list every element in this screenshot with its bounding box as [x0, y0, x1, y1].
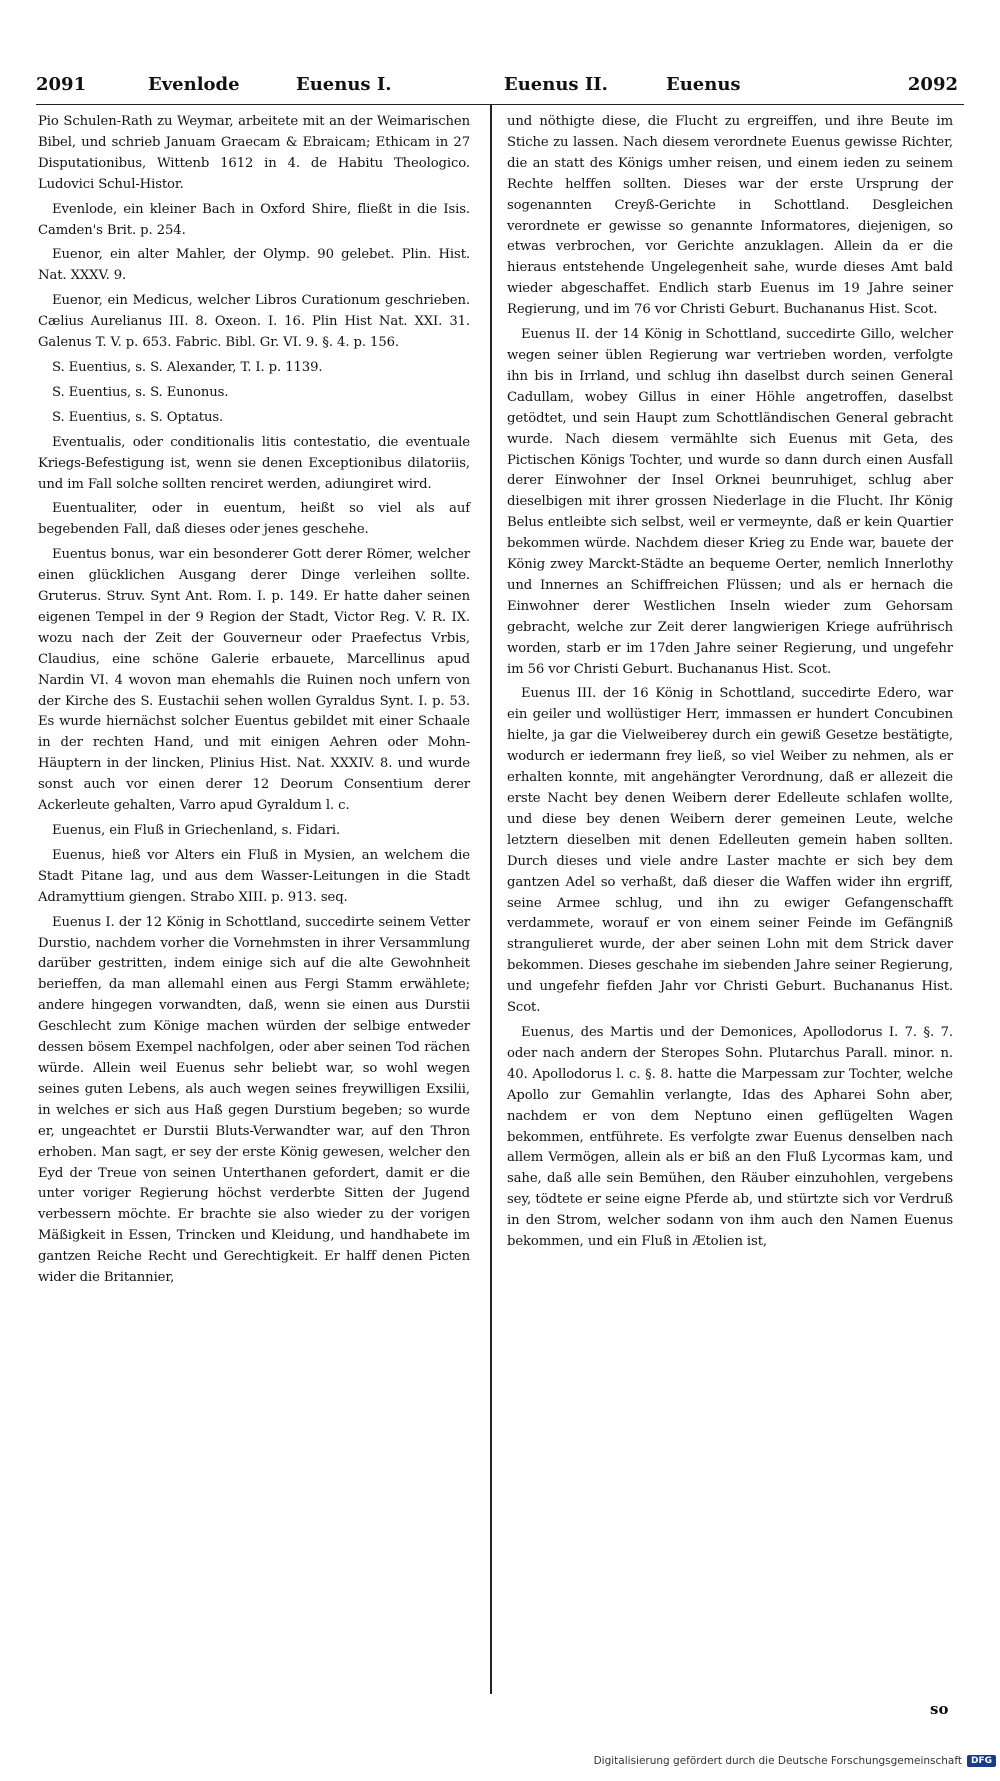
right-page-number: 2092	[907, 74, 958, 95]
running-header	[36, 66, 958, 102]
left-page-number: 2091	[36, 74, 87, 95]
entry-paragraph: Euenor, ein Medicus, welcher Libros Curationum geschrieben. Cælius Aurelianus III. 8. Oxeon. I. 16. Plin Hist Nat. XXI. 31. Galenus T. V. p. 653. Fabric. Bibl. Gr. VI. 9. §. 4. p. 156.	[38, 293, 470, 351]
left-center-heading: Euenus I.	[296, 74, 392, 95]
right-column	[507, 112, 953, 1253]
entry-paragraph: S. Euentius, s. S. Optatus.	[52, 409, 224, 425]
right-catchword: Euenus	[666, 74, 741, 95]
dfg-logo: DFG	[967, 1755, 996, 1767]
entry-paragraph: Euentualiter, oder in euentum, heißt so viel als auf begebenden Fall, daß dieses oder jenes geschehe.	[38, 501, 470, 538]
entry-paragraph: Evenlode, ein kleiner Bach in Oxford Shire, fließt in die Isis. Camden's Brit. p. 254.	[38, 201, 470, 238]
entry-paragraph: S. Euentius, s. S. Alexander, T. I. p. 1139.	[52, 359, 323, 375]
entry-paragraph: Euenus, hieß vor Alters ein Fluß in Mysien, an welchem die Stadt Pitane lag, und aus dem Wasser-Leitungen in die Stadt Adramyttium giengen. Strabo XIII. p. 913. seq.	[38, 847, 470, 905]
entry-paragraph: Pio Schulen-Rath zu Weymar, arbeitete mit an der Weimarischen Bibel, und schrieb Januam Graecam & Ebraicam; Ethicam in 27 Disputationibus, Wittenb 1612 in 4. de Habitu Theologico. Ludovici Schul-Histor.	[38, 114, 470, 192]
entry-paragraph: Euenus, des Martis und der Demonices, Apollodorus I. 7. §. 7. oder nach andern der Steropes Sohn. Plutarchus Parall. minor. n. 40. Apollodorus l. c. §. 8. hatte die Marpessam zur Tochter, welche Apollo zur Gemahlin verlangte, Idas des Apharei Sohn aber, nachdem er von dem Neptuno einen geflügelten Wagen bekommen, entführete. Es verfolgte zwar Euenus denselben nach allem Vermögen, allein als er biß an den Fluß Lycormas kam, und sahe, daß alle sein Bemühen, den Räuber einzuhohlen, vergebens sey, tödtete er seine eigne Pferde ab, und stürtzte sich vor Verdruß in den Strom, welcher sodann von ihm auch den Namen Euenus bekommen, und ein Fluß in Ætolien ist,	[507, 1024, 953, 1250]
entry-paragraph: Euenus, ein Fluß in Griechenland, s. Fidari.	[52, 823, 341, 838]
entry-paragraph: Euenus III. der 16 König in Schottland, succedirte Edero, war ein geiler und wollüstiger Herr, immassen er hundert Concubinen hielte, ja gar die Vielweiberey durch ein gewiß Gesetze bestätigte, wodurch er iedermann frey ließ, so viel Weiber zu nehmen, als er erhalten konnte, mit angehängter Verordnung, daß er allezeit die erste Nacht bey denen Weibern derer Edelleute schlafen wollte, und diese bey denen Weibern derer gemeinen Leute, welche letztern dieselben mit denen Edelleuten gemein haben sollten. Durch dieses und viele andre Laster machte er sich bey dem gantzen Adel so verhaßt, daß dieser die Waffen wider ihn ergriff, seine Armee schlug, und ihn zu ewiger Gefangenschafft verdammete, worauf er von einem seiner Feinde im Gefängniß strangulieret wurde, der aber seinen Lohn mit dem Strick daver bekommen. Dieses geschahe im siebenden Jahre seiner Regierung, und ungefehr fiefden Jahr vor Christi Geburt. Buchananus Hist. Scot.	[507, 686, 953, 1016]
footer-text: Digitalisierung gefördert durch die Deutsche Forschungsgemeinschaft	[593, 1755, 962, 1767]
entry-paragraph: Euenor, ein alter Mahler, der Olymp. 90 gelebet. Plin. Hist. Nat. XXXV. 9.	[38, 247, 470, 284]
left-column	[38, 112, 470, 1289]
entry-paragraph: Eventualis, oder conditionalis litis contestatio, die eventuale Kriegs-Befestigung ist, wenn sie denen Exceptionibus dilatoriis, und im Fall solche sollten renciret werden, adiungiret wird.	[38, 434, 470, 492]
entry-paragraph: und nöthigte diese, die Flucht zu ergreiffen, und ihre Beute im Stiche zu lassen. Nach diesem verordnete Euenus gewisse Richter, die an statt des Königs umher reisen, und einem ieden zu seinem Rechte helffen sollten. Dieses war der erste Ursprung der sogenannten Creyß-Gerichte in Schottland. Desgleichen verordnete er gewisse so genannte Informatores, diejenigen, so etwas verbrochen, vor Gerichte anzuklagen. Allein da er die hieraus entstehende Ungelegenheit sahe, wurde dieses Amt bald wieder abgeschaffet. Endlich starb Euenus im 19 Jahre seiner Regierung, und im 76 vor Christi Geburt. Buchananus Hist. Scot.	[507, 114, 953, 318]
right-center-heading: Euenus II.	[504, 74, 608, 95]
digitization-footer	[594, 1755, 996, 1767]
entry-paragraph: S. Euentius, s. S. Eunonus.	[52, 384, 229, 400]
header-rule	[36, 104, 964, 105]
entry-paragraph: Euenus I. der 12 König in Schottland, succedirte seinem Vetter Durstio, nachdem vorher die Vornehmsten in ihrer Versammlung darüber gestritten, indem einige sich auf die alte Gewohnheit berieffen, da man allemahl einen aus Fergi Stamm erwählete; andere hingegen vorwandten, daß, wenn sie einen aus Durstii Geschlecht zum Könige machen würden der selbige entweder dessen bösem Exempel nachfolgen, oder aber seinen Tod rächen würde. Allein weil Euenus sehr beliebt war, so wohl wegen seines guten Lebens, als auch wegen seines freywilligen Exsilii, in welches er sich aus Haß gegen Durstium begeben; so wurde er, ungeachtet er Durstii Bluts-Verwandter war, auf den Thron erhoben. Man sagt, er sey der erste König gewesen, welcher den Eyd der Treue von seinen Unterthanen gefordert, damit er die unter voriger Regierung höchst verderbte Sitten der Jugend verbessern möchte. Er brachte sie also wieder zu der vorigen Mäßigkeit in Essen, Trincken und Kleidung, und handhabete im gantzen Reiche Recht und Gerechtigkeit. Er halff denen Picten wider die Britannier,	[38, 914, 470, 1286]
entry-paragraph: Euentus bonus, war ein besonderer Gott derer Römer, welcher einen glücklichen Ausgang derer Dinge verleihen sollte. Gruterus. Struv. Synt Ant. Rom. I. p. 149. Er hatte daher seinen eigenen Tempel in der 9 Region der Stadt, Victor Reg. V. R. IX. wozu nach der Zeit der Gouverneur oder Praefectus Vrbis, Claudius, eine schöne Galerie erbauete, Marcellinus apud Nardin VI. 4 wovon man ehemahls die Ruinen noch unfern von der Kirche des S. Eustachii sehen wollen Gyraldus Synt. I. p. 53. Es wurde hiernächst solcher Euentus gebildet mit einer Schaale in der rechten Hand, und mit einigen Aehren oder Mohn-Häuptern in der lincken, Plinius Hist. Nat. XXXIV. 8. und wurde sonst auch vor einen derer 12 Deorum Consentium derer Ackerleute gehalten, Varro apud Gyraldum l. c.	[38, 547, 470, 814]
catchword: so	[930, 1700, 949, 1718]
column-divider	[490, 104, 492, 1694]
entry-paragraph: Euenus II. der 14 König in Schottland, succedirte Gillo, welcher wegen seiner üblen Regierung war vertrieben worden, verfolgte ihn bis in Irrland, und schlug ihn daselbst durch seinen General Cadullam, wobey Gillus in einer Höhle angetroffen, daselbst getödtet, und sein Haupt zum Schottländischen General gebracht wurde. Nach diesem vermählte sich Euenus mit Geta, des Pictischen Königs Tochter, und wurde so dann durch einen Ausfall derer Einwohner der Insel Orknei beunruhiget, schlug aber dieselbigen mit ihrer grossen Niederlage in die Flucht. Ihr König Belus entleibte sich selbst, weil er vermeynte, daß er kein Quartier bekommen würde. Nachdem dieser Krieg zu Ende war, bauete der König zwey Marckt-Städte an bequeme Oerter, nemlich Innerlothy und Innernes an Schiffreichen Flüssen; und als er hernach die Einwohner derer Westlichen Inseln wieder zum Gehorsam gebracht, welche zur Zeit derer langwierigen Kriege aufrührisch worden, starb er im 17den Jahre seiner Regierung, und ungefehr im 56 vor Christi Geburt. Buchananus Hist. Scot.	[507, 327, 953, 677]
left-catchword: Evenlode	[148, 74, 240, 95]
